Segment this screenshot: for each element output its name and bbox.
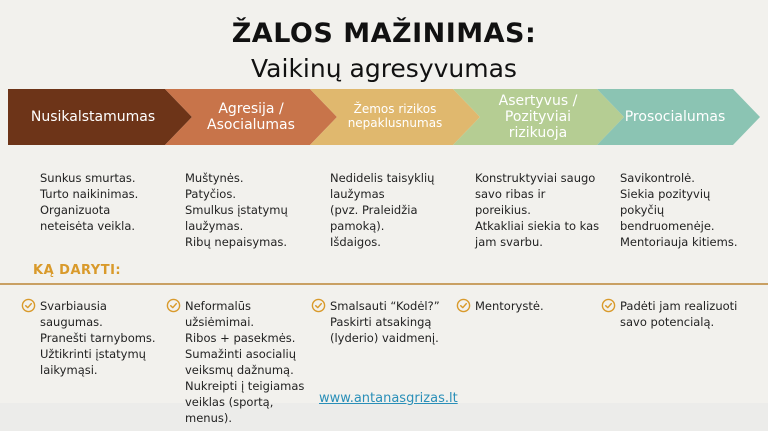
description-line: Organizuota [40, 203, 111, 217]
action-column-3 [330, 298, 440, 346]
action-line: Pranešti tarnyboms. [40, 331, 156, 345]
description-line: Muštynės. [185, 171, 244, 185]
check-circle-icon [166, 298, 181, 313]
website-link[interactable]: www.antanasgrizas.lt [319, 391, 458, 406]
description-line: neteisėta veikla. [40, 219, 136, 233]
description-line: pamoką). [330, 219, 385, 233]
action-line: Smalsauti “Kodėl?” [330, 299, 440, 313]
description-line: Savikontrolė. [620, 171, 695, 185]
description-line: Patyčios. [185, 187, 236, 201]
action-line: veiksmų dažnumą. [185, 363, 294, 377]
stage-label-5: Prosocialumas [624, 108, 726, 125]
action-line: Mentorystė. [475, 299, 544, 313]
check-circle-icon [601, 298, 616, 313]
check-circle-icon [311, 298, 326, 313]
action-line: (lyderio) vaidmenį. [330, 331, 439, 345]
description-line: laužymas. [185, 219, 244, 233]
description-line: laužymas [330, 187, 385, 201]
section-divider [0, 283, 768, 285]
stage-label-1: Nusikalstamumas [30, 108, 156, 125]
description-line: Turto naikinimas. [40, 187, 139, 201]
description-line: Konstruktyviai saugo [475, 171, 596, 185]
action-line: Neformalūs [185, 299, 252, 313]
action-column-1 [40, 298, 156, 378]
action-line: Sumažinti asocialių [185, 347, 297, 361]
action-line: menus). [185, 411, 232, 425]
action-line: Padėti jam realizuoti [620, 299, 738, 313]
action-line: veiklas (sportą, [185, 395, 274, 409]
footer-band [0, 403, 768, 431]
description-line: Išdaigos. [330, 235, 381, 249]
action-line: Nukreipti į teigiamas [185, 379, 305, 393]
action-line: Ribos + pasekmės. [185, 331, 296, 345]
description-column-2 [185, 170, 288, 250]
action-line: laikymąsi. [40, 363, 98, 377]
description-line: (pvz. Praleidžia [330, 203, 418, 217]
action-line: savo potencialą. [620, 315, 715, 329]
action-column-4 [475, 298, 544, 314]
description-line: savo ribas ir [475, 187, 546, 201]
page-title: ŽALOS MAŽINIMAS: [231, 18, 537, 49]
page-subtitle: Vaikinų agresyvumas [251, 54, 517, 83]
action-line: Užtikrinti įstatymų [40, 347, 146, 361]
description-column-4 [475, 170, 599, 250]
action-line: Paskirti atsakingą [330, 315, 432, 329]
action-line: Svarbiausia [40, 299, 107, 313]
check-circle-icon [21, 298, 36, 313]
description-line: Mentoriauja kitiems. [620, 235, 738, 249]
action-column-5 [620, 298, 737, 330]
description-line: Siekia pozityvių [620, 187, 711, 201]
description-line: poreikius. [475, 203, 531, 217]
description-line: jam svarbu. [475, 235, 543, 249]
description-column-5 [620, 170, 737, 250]
stage-label-2: Agresija / Asocialumas [207, 100, 295, 133]
description-line: Smulkus įstatymų [185, 203, 288, 217]
description-line: pokyčių [620, 203, 665, 217]
description-column-1 [40, 170, 138, 234]
action-column-2 [185, 298, 304, 426]
stage-label-4: Asertyvus / Pozityviai rizikuoja [498, 92, 578, 142]
stage-label-3: Žemos rizikos nepaklusnumas [347, 102, 443, 130]
check-circle-icon [456, 298, 471, 313]
action-line: užsiėmimai. [185, 315, 255, 329]
description-line: bendruomenėje. [620, 219, 715, 233]
section-title-what-to-do: KĄ DARYTI: [33, 263, 122, 278]
action-line: saugumas. [40, 315, 103, 329]
description-column-3 [330, 170, 434, 250]
description-line: Atkakliai siekia to kas [475, 219, 600, 233]
description-line: Sunkus smurtas. [40, 171, 136, 185]
description-line: Ribų nepaisymas. [185, 235, 288, 249]
description-line: Nedidelis taisyklių [330, 171, 435, 185]
